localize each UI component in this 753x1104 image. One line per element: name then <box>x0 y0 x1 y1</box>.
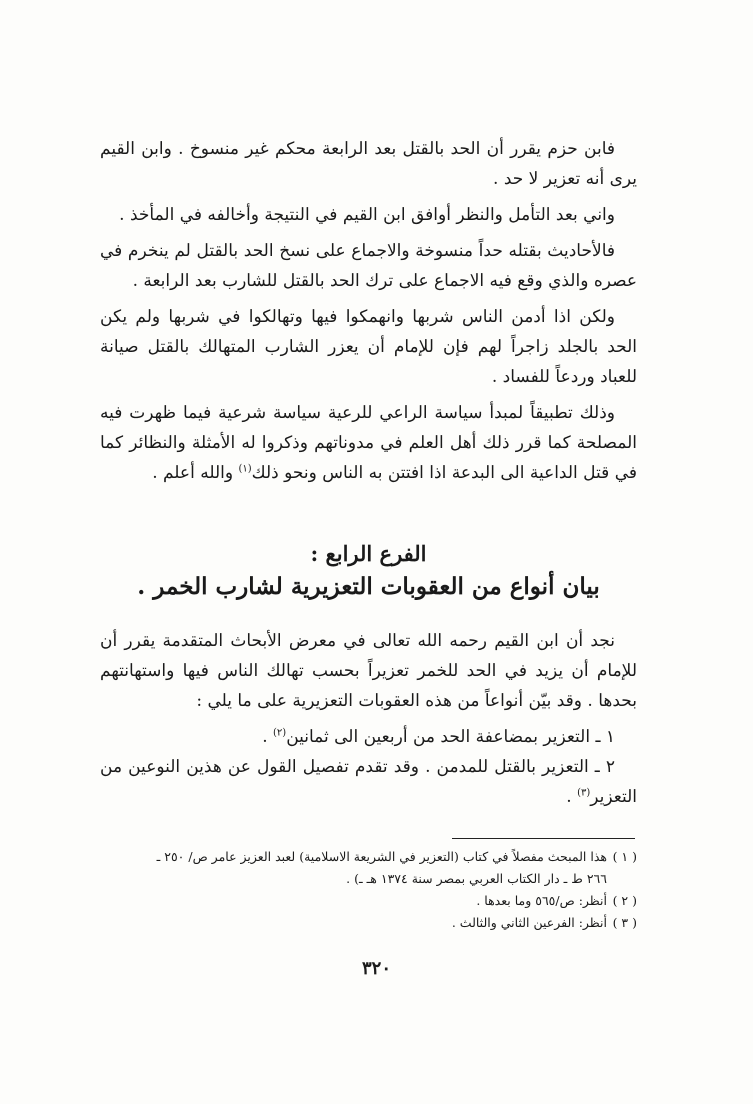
footnote-number: ( ١ ) <box>612 849 637 864</box>
paragraph-agreement: واني بعد التأمل والنظر أوافق ابن القيم في النتيجة وأخالفه في المأخذ . <box>119 205 615 225</box>
footnotes <box>100 846 637 934</box>
footnote-number: ( ٣ ) <box>612 915 637 930</box>
list-item: ١ ـ التعزير بمضاعفة الحد من أربعين الى ثمانين$^{(٢)}$ . <box>262 727 615 747</box>
paragraph-ibn-hazm: فابن حزم يقرر أن الحد بالقتل بعد الرابعة محكم غير منسوخ . وابن القيم يرى أنه تعزير لا حد . <box>100 139 637 189</box>
footnote-number: ( ٢ ) <box>612 893 637 908</box>
section-heading <box>100 538 637 604</box>
footnote-ref-1: (١) <box>238 463 252 475</box>
page-number: ٣٢٠ <box>361 958 391 979</box>
paragraph-intro: نجد أن ابن القيم رحمه الله تعالى في معرض الأبحاث المتقدمة يقرر أن للإمام أن يزيد في الحد للخمر تعزيراً بحسب تهالك الناس فيها واستهانتهم بحدها . وقد بيّن أنواعاً من هذه العقوبات التعزيرية على ما يلي : <box>100 631 637 711</box>
footnote-2 <box>100 890 637 912</box>
footnote-ref-3: (٣) <box>577 787 591 799</box>
paragraph-policy-text: وذلك تطبيقاً لمبدأ سياسة الراعي للرعية سياسة شرعية فيما ظهرت فيه المصلحة كما قرر ذلك أهل العلم في مدوناتهم وذكروا له الأمثلة والنظائر كما في قتل الداعية الى البدعة اذا افتتن به الناس ونحو ذلك <box>100 403 637 483</box>
paragraph-policy-closing: والله أعلم . <box>152 463 239 483</box>
footnote-1-continuation: ٢٦٦ ط ـ دار الكتاب العربي بمصر سنة ١٣٧٤ هـ ـ) . <box>346 871 607 886</box>
footnote-3 <box>100 912 637 934</box>
body-text-upper <box>100 134 637 488</box>
list-item-text: ١ ـ التعزير بمضاعفة الحد من أربعين الى ثمانين <box>286 727 615 747</box>
footnote-divider <box>452 838 635 839</box>
list-item: ٢ ـ التعزير بالقتل للمدمن . وقد تقدم تفصيل القول عن هذين النوعين من التعزير$^{(٣)}$ . <box>100 757 637 807</box>
footnote-text: أنظر: ص/٥٦٥ وما بعدها . <box>476 893 608 908</box>
body-text-lower <box>100 626 637 812</box>
footnote-ref-2: (٢) <box>273 727 287 739</box>
footnote-text: أنظر: الفرعين الثاني والثالث . <box>451 915 608 930</box>
footnote-1 <box>100 846 637 868</box>
paragraph-hadiths-abrogated: فالأحاديث بقتله حداً منسوخة والاجماع على نسخ الحد بالقتل لم ينخرم في عصره والذي وقع فيه الاجماع على ترك الحد بالقتل للشارب بعد الرابعة . <box>100 241 637 291</box>
paragraph-addiction: ولكن اذا أدمن الناس شربها وانهمكوا فيها وتهالكوا في شربها ولم يكن الحد بالجلد زاجراً لهم فإن للإمام أن يعزر الشارب المتهالك بالقتل صيانة للعباد وردعاً للفساد . <box>100 307 637 387</box>
section-heading-title: الفرع الرابع : <box>310 541 427 566</box>
section-heading-subtitle: بيان أنواع من العقوبات التعزيرية لشارب الخمر . <box>137 573 600 600</box>
list-item-text: ٢ ـ التعزير بالقتل للمدمن . وقد تقدم تفصيل القول عن هذين النوعين من التعزير <box>100 757 637 807</box>
footnote-text: هذا المبحث مفصلاً في كتاب (التعزير في الشريعة الاسلامية) لعبد العزيز عامر ص/ ٢٥٠ ـ <box>156 849 608 864</box>
paragraph-policy <box>100 398 637 488</box>
